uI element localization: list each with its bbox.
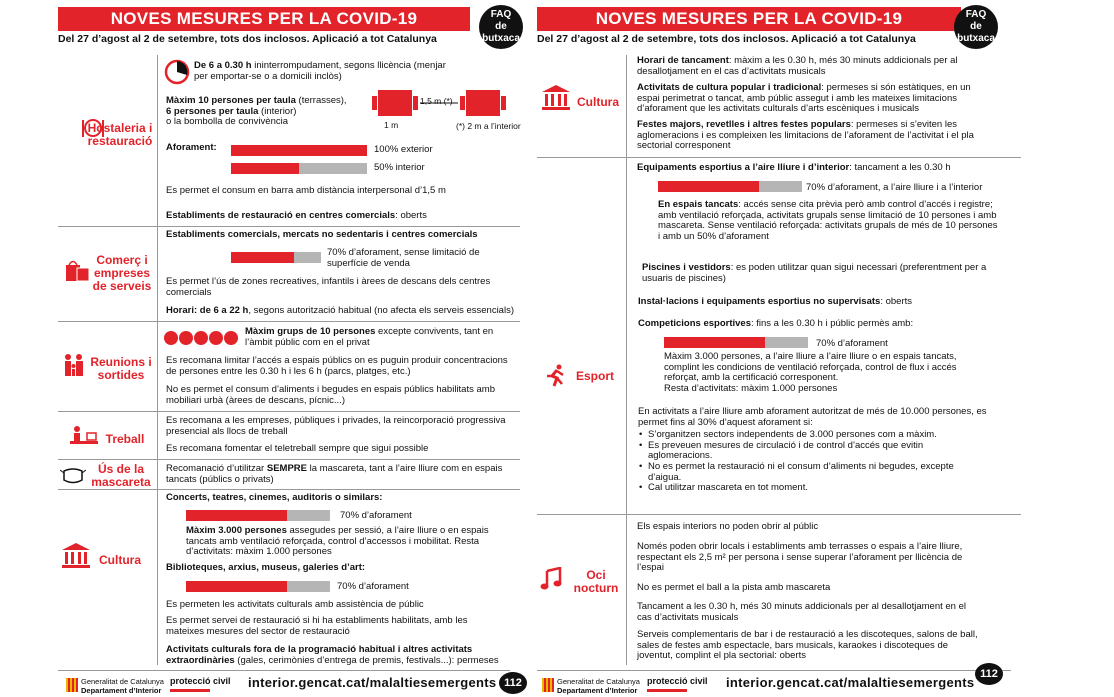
oci-tancament: Tancament a les 0.30 h, més 30 minuts addicionals per al desallotjament en el cas d’activitats musicals — [637, 601, 966, 623]
bar-aforo-biblioteques — [186, 581, 330, 592]
proteccio-civil-stripes — [170, 689, 210, 692]
concerts-detail: Màxim 3.000 persones assegudes per sessió, a l’aire lliure o en espais tancats amb ventilació reforçada, control d’accessos i mobilitat. Resta d’activitats: màxim 1.000 persones — [186, 525, 489, 558]
treball-r2: Es recomana fomentar el teletreball sempre que sigui possible — [166, 443, 429, 454]
faq-badge: FAQ de butxaca — [954, 5, 998, 49]
separator — [58, 321, 520, 322]
category-comerc: Comerç i empreses de serveis — [92, 253, 152, 293]
distance-note: (*) 2 m a l’interior — [456, 121, 521, 131]
proteccio-civil-logo: protecció civil — [170, 676, 231, 686]
cultura-popular: Activitats de cultura popular i tradicional: permeses si són estàtiques, en un espai perimetrat o tancat, amb públic assegut i amb les mateixes limitacions d’aforament que les activitats culturals d’arts escèniques i musicals — [637, 82, 971, 115]
bar-fill — [658, 181, 759, 192]
esport-tancats: En espais tancats: accés sense cita prèvia però amb control d’accés i registre; amb ventilació reforçada, activitats grupals sense limitació de 10 persones i amb mascareta. Sense ventilació reforçada: activitats grupals de més de 10 persones i amb un 50% d’aforament — [658, 199, 998, 242]
barra-text: Es permet el consum en barra amb distància interpersonal d’1,5 m — [166, 185, 446, 196]
generalitat-logo-icon — [66, 678, 78, 692]
list-item: • Es preveuen mesures de circulació i de control d’accés que evitin aglomeracions. — [638, 441, 968, 462]
emergency-112-badge: 112 — [499, 672, 527, 694]
comerc-establiments: Establiments comercials, mercats no sedentaris i centres comercials — [166, 229, 478, 240]
left-page — [0, 0, 530, 697]
page-title: NOVES MESURES PER LA COVID-19 — [58, 7, 470, 31]
category-reunions: Reunions i sortides — [90, 355, 152, 382]
aforament-label: Aforament: — [166, 142, 217, 153]
bar-aforo-interior — [231, 163, 367, 174]
subtitle: Del 27 d’agost al 2 de setembre, tots dos inclosos. Aplicació a tot Catalunya — [537, 33, 916, 45]
list-item: • S’organitzen sectors independents de 3.000 persones com a màxim. — [638, 430, 968, 441]
museum-icon — [542, 85, 570, 111]
family-icon — [62, 352, 88, 378]
biblioteques-aforo: 70% d’aforament — [337, 581, 409, 592]
comerc-zones: Es permet l’ús de zones recreatives, infantils i àrees de descans dels centres comercials — [166, 276, 491, 298]
reunions-limitar: Es recomana limitar l’accés a espais públics on es puguin produir concentracions de persones entre les 0.30 h i les 6 h (parcs, platges, etc.) — [166, 355, 508, 377]
museum-icon — [62, 543, 90, 569]
competicions-max: Màxim 3.000 persones, a l’aire lliure a l’aire lliure o en espais tancats, complint les condicions de ventilació reforçada, control de flux i accés reforçat, amb la certificació corresponent. — [664, 351, 957, 384]
runner-icon — [544, 364, 568, 388]
bar-aforo-comerc — [231, 252, 321, 263]
person-dot — [179, 331, 193, 345]
reunions-aliments: No es permet el consum d’aliments i begudes en espais públics habilitats amb mobiliari urbà (àrees de descans, pícnic...) — [166, 384, 495, 406]
subtitle: Del 27 d’agost al 2 de setembre, tots dos inclosos. Aplicació a tot Catalunya — [58, 33, 437, 45]
proteccio-civil-stripes — [647, 689, 687, 692]
bar-aforo-concerts — [186, 510, 330, 521]
oci-serveis: Serveis complementaris de bar i de restauració a les discoteques, salons de ball, sales de festes amb espectacle, bars musicals, karaokes i discoteques de joventut, complint el pla sectorial: oberts — [637, 629, 978, 662]
bar-fill — [664, 337, 765, 348]
mask-icon — [60, 467, 86, 485]
treball-r1: Es recomana a les empreses, públiques i privades, la reincorporació progressiva presencial als llocs de treball — [166, 415, 506, 437]
mascareta-text: Recomanació d’utilitzar SEMPRE la mascareta, tant a l’aire lliure com en espais tancats (públics o privats) — [166, 463, 503, 485]
generalitat-logo-text: Generalitat de Catalunya Departament d’Interior — [81, 677, 164, 695]
footer-line — [58, 670, 510, 671]
cultura-horari: Horari de tancament: màxim a les 0.30 h, més 30 minuts addicionals per al desallotjament en el cas d’activitats musicals — [637, 55, 958, 77]
footer-line — [537, 670, 1011, 671]
separator — [58, 411, 520, 412]
desk-worker-icon — [70, 425, 98, 447]
category-treball: Treball — [105, 432, 145, 446]
cultura-biblioteques: Biblioteques, arxius, museus, galeries d’art: — [166, 562, 366, 573]
bar-aforo-equipaments — [658, 181, 802, 192]
divider — [626, 55, 627, 665]
category-esport: Esport — [575, 369, 614, 383]
category-cultura: Cultura — [99, 553, 141, 567]
bar-fill — [231, 252, 294, 263]
esport-equipaments: Equipaments esportius a l’aire lliure i d’interior: tancament a les 0.30 h — [637, 162, 951, 173]
cultura-activitats: Es permeten les activitats culturals amb assistència de públic — [166, 599, 424, 610]
esport-competicions: Competicions esportives: fins a les 0.30 h i públic permès amb: — [638, 318, 914, 329]
cultura-servei: Es permet servei de restauració si hi ha establiments habilitats, amb les mateixes mesures del sector de restauració — [166, 615, 468, 637]
reunions-grups: Màxim grups de 10 persones excepte convivents, tant en l’àmbit públic com en el privat — [245, 326, 494, 348]
equipaments-aforo: 70% d’aforament, a l’aire lliure i a l’interior — [806, 182, 983, 193]
oci-ball: No es permet el ball a la pista amb mascareta — [637, 582, 831, 593]
tables-info: Màxim 10 persones per taula (terrasses), 6 persones per taula (interior) o la bombolla de convivència — [166, 95, 347, 128]
oci-terrasses: Només poden obrir locals i establiments amb terrasses o espais a l’aire lliure, respectant els 2,5 m² per persona i sense superar l’aforament per llicència de l’espai — [637, 541, 963, 574]
person-dot — [164, 331, 178, 345]
bar-fill — [231, 145, 367, 156]
proteccio-civil-logo: protecció civil — [647, 676, 708, 686]
esport-conditions-list — [638, 430, 968, 494]
music-note-icon — [540, 567, 562, 591]
aforo-exterior-label: 100% exterior — [374, 144, 433, 155]
category-oci-nocturn: Oci nocturn — [573, 568, 619, 595]
comerc-aforo: 70% d’aforament, sense limitació de superfície de venda — [327, 247, 480, 269]
bar-fill — [186, 581, 287, 592]
bar-fill — [186, 510, 287, 521]
generalitat-logo-icon — [542, 678, 554, 692]
esport-installacions: Instal·lacions i equipaments esportius no supervisats: oberts — [638, 296, 913, 307]
website-link[interactable]: interior.gencat.cat/malaltiesemergents — [726, 675, 975, 690]
right-page — [530, 0, 1114, 697]
centres-text: Establiments de restauració en centres comercials: oberts — [166, 210, 427, 221]
list-item: • Cal utilitzar mascareta en tot moment. — [638, 483, 968, 494]
person-dot — [194, 331, 208, 345]
cultura-fora: Activitats culturals fora de la programació habitual i altres activitats extraordinàries (gales, cerimònies d’entrega de premis, festivals...): permeses — [166, 644, 499, 666]
esport-piscines: Piscines i vestidors: es poden utilitzar quan sigui necessari (preferentment per a usuaris de piscines) — [642, 262, 987, 284]
separator — [58, 489, 520, 490]
comerc-horari: Horari: de 6 a 22 h, segons autorització habitual (no afecta els serveis essencials) — [166, 305, 514, 316]
cultura-festes: Festes majors, revetlles i altres festes populars: permeses si s’eviten les aglomeracions i es compleixen les limitacions de l’aforament de l’activitat i el pla sectorial corresponent — [637, 119, 974, 152]
category-mascareta: Ús de la mascareta — [91, 462, 151, 489]
category-hostaleria: Hostaleria i restauració — [87, 121, 153, 148]
closing-time: De 6 a 0.30 h ininterrompudament, segons llicència (menjar per emportar-se o a domicili inclòs) — [194, 60, 446, 82]
bar-aforo-competicions — [664, 337, 808, 348]
website-link[interactable]: interior.gencat.cat/malaltiesemergents — [248, 675, 497, 690]
clock-icon — [164, 59, 190, 85]
aforo-interior-label: 50% interior — [374, 162, 425, 173]
distance-label-2: 1 m — [384, 120, 399, 130]
faq-badge: FAQ de butxaca — [479, 5, 523, 49]
list-item: • No es permet la restauració ni el consum d’aliments ni begudes, excepte d’aigua. — [638, 462, 968, 483]
separator — [537, 514, 1021, 515]
bar-aforo-exterior — [231, 145, 367, 156]
esport-aforament-gran: En activitats a l’aire lliure amb aforament autoritzat de més de 10.000 persones, es permet fins al 30% d’aquest aforament si: — [638, 406, 987, 428]
person-dot — [224, 331, 238, 345]
category-cultura: Cultura — [577, 95, 619, 109]
oci-interiors: Els espais interiors no poden obrir al públic — [637, 521, 819, 532]
separator — [58, 459, 520, 460]
distance-label: 1,5 m (*) — [420, 96, 453, 106]
separator — [58, 226, 520, 227]
person-dot — [209, 331, 223, 345]
page-title: NOVES MESURES PER LA COVID-19 — [537, 7, 961, 31]
cultura-concerts: Concerts, teatres, cinemes, auditoris o similars: — [166, 492, 383, 503]
competicions-aforo: 70% d’aforament — [816, 338, 888, 349]
bar-fill — [231, 163, 299, 174]
competicions-resta: Resta d’activitats: màxim 1.000 persones — [664, 383, 838, 394]
emergency-112-badge: 112 — [975, 663, 1003, 685]
separator — [537, 157, 1021, 158]
concerts-aforo: 70% d’aforament — [340, 510, 412, 521]
generalitat-logo-text: Generalitat de Catalunya Departament d’Interior — [557, 677, 640, 695]
